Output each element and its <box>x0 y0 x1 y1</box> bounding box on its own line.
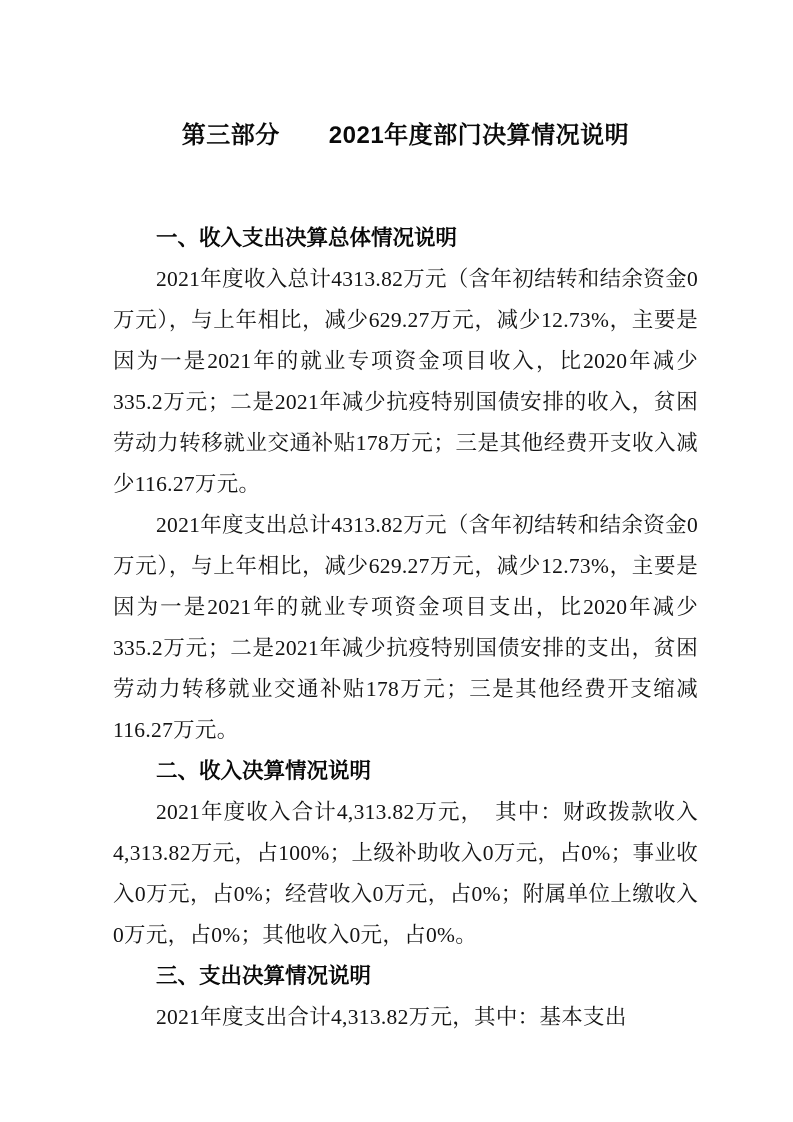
section-heading-expenditure: 三、支出决算情况说明 <box>156 964 372 988</box>
paragraph-income-breakdown: 2021年度收入合计4,313.82万元， 其中：财政拨款收入4,313.82万元，占100%；上级补助收入0万元，占0%；事业收入0万元，占0%；经营收入0万元，占0%；附属单位上缴收入0万元，占0%；其他收入0元，占0%。 <box>113 800 698 947</box>
document-title: 第三部分 2021年度部门决算情况说明 <box>181 122 630 149</box>
paragraph-expenditure-breakdown: 2021年度支出合计4,313.82万元，其中：基本支出 <box>156 1005 627 1029</box>
section-income-budget <box>113 751 698 956</box>
paragraph-expenditure-total: 2021年度支出总计4313.82万元（含年初结转和结余资金0万元），与上年相比，减少629.27万元，减少12.73%，主要是因为一是2021年的就业专项资金项目支出，比2020年减少335.2万元；二是2021年减少抗疫特别国债安排的支出，贫困劳动力转移就业交通补贴178万元；三是其他经费开支缩减116.27万元。 <box>113 513 698 742</box>
section-overall-budget <box>113 218 698 751</box>
section-heading-income: 二、收入决算情况说明 <box>156 759 372 783</box>
section-expenditure-budget <box>113 956 698 1038</box>
paragraph-income-total: 2021年度收入总计4313.82万元（含年初结转和结余资金0万元），与上年相比，减少629.27万元，减少12.73%，主要是因为一是2021年的就业专项资金项目收入，比2020年减少335.2万元；二是2021年减少抗疫特别国债安排的收入，贫困劳动力转移就业交通补贴178万元；三是其他经费开支收入减少116.27万元。 <box>113 267 698 496</box>
section-heading-overall: 一、收入支出决算总体情况说明 <box>156 226 458 250</box>
document-body <box>113 218 698 1038</box>
